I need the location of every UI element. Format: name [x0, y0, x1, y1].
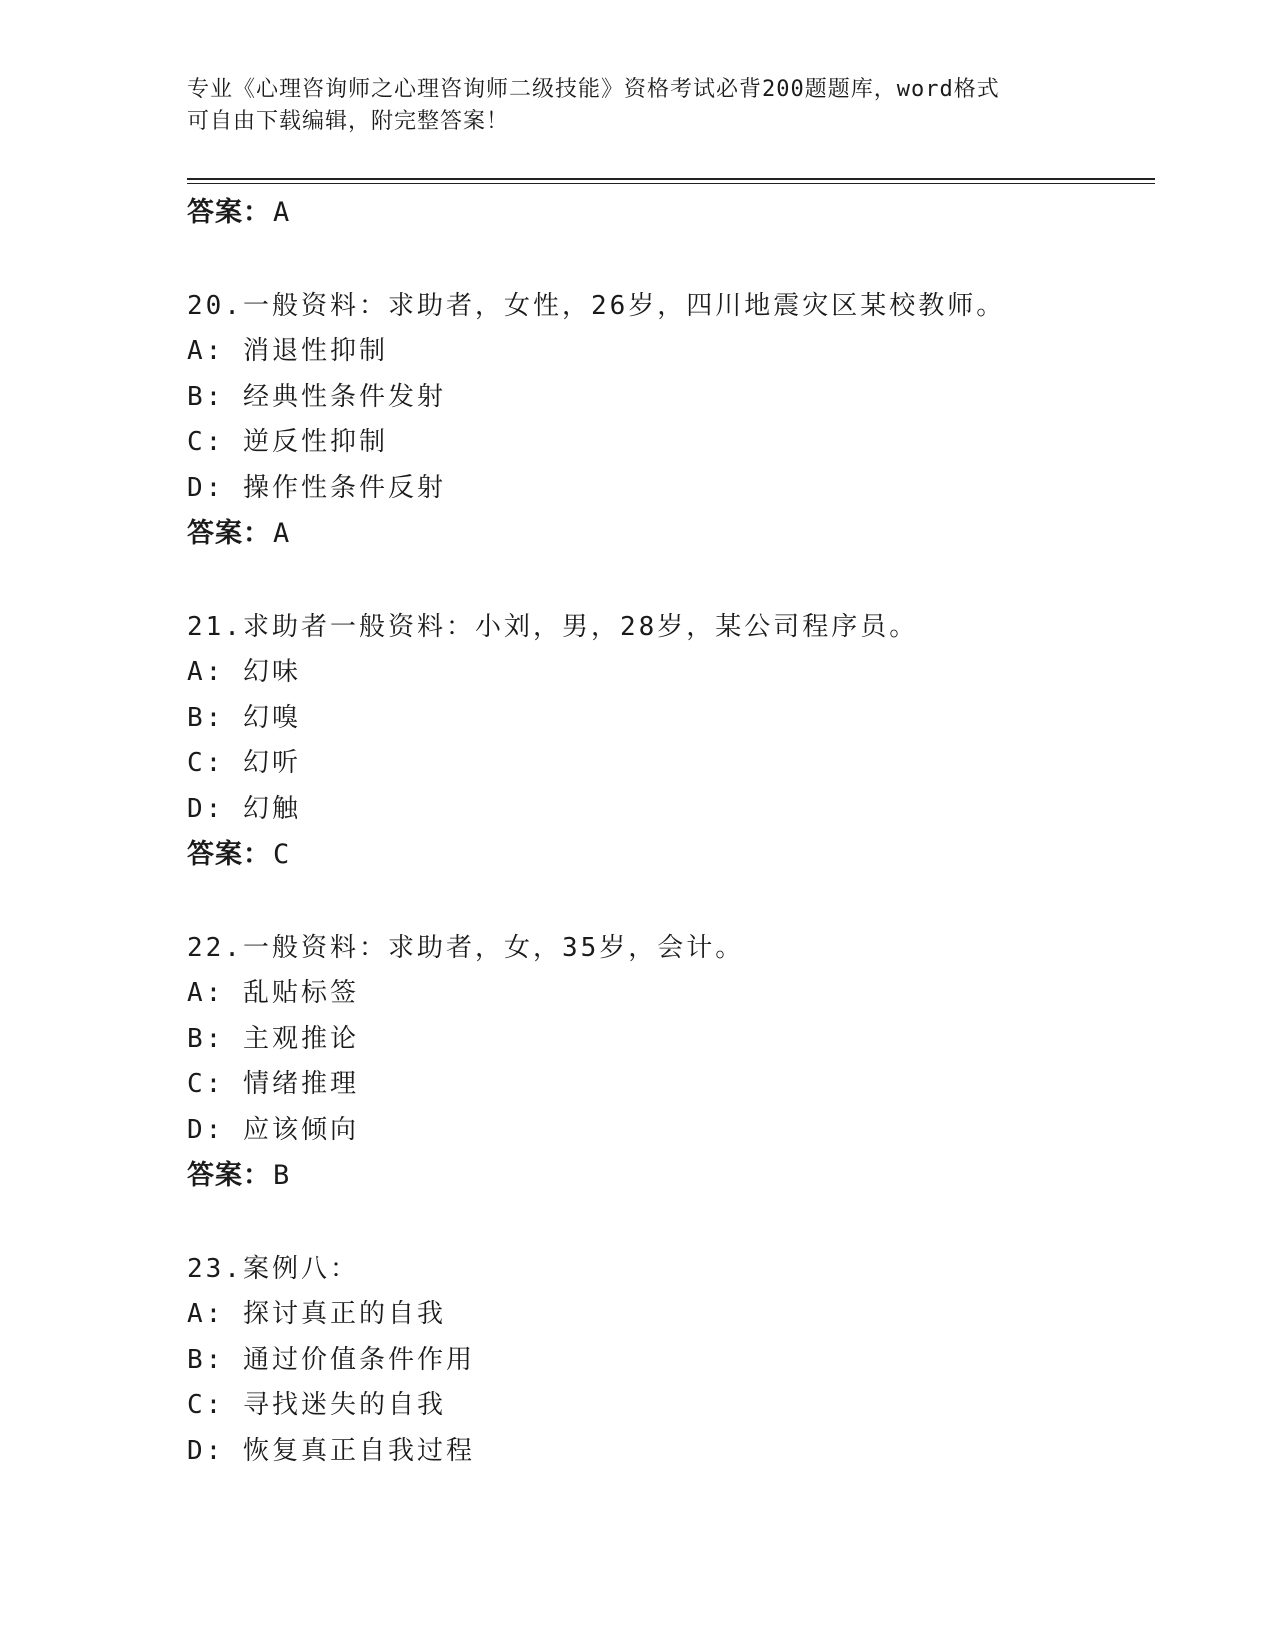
- answer-value: B: [273, 1160, 291, 1191]
- question-block: [187, 1247, 1155, 1475]
- question-stem: 23.案例八：: [187, 1253, 359, 1284]
- option-c: C: 情绪推理: [187, 1069, 359, 1099]
- answer-label: 答案：: [187, 1160, 271, 1191]
- spacer: [187, 878, 1155, 926]
- question-block: [187, 605, 1155, 878]
- question-stem: 21.求助者一般资料：小刘，男，28岁，某公司程序员。: [187, 611, 919, 642]
- answer-line: [187, 190, 1155, 236]
- option-c: C: 寻找迷失的自我: [187, 1390, 446, 1420]
- answer-line: [187, 1153, 1155, 1199]
- option-d: D: 应该倾向: [187, 1114, 359, 1145]
- question-list: [187, 190, 1155, 1474]
- option-c: C: 逆反性抑制: [187, 427, 388, 457]
- answer-label: 答案：: [187, 839, 271, 870]
- question-stem: 20.一般资料：求助者，女性，26岁，四川地震灾区某校教师。: [187, 290, 1006, 321]
- answer-value: A: [273, 197, 291, 228]
- question-block: [187, 926, 1155, 1199]
- option-d: D: 操作性条件反射: [187, 472, 446, 503]
- answer-value: C: [273, 839, 291, 870]
- option-b: B: 主观推论: [187, 1023, 359, 1054]
- answer-label: 答案：: [187, 197, 271, 228]
- header-line-1: 专业《心理咨询师之心理咨询师二级技能》资格考试必背200题题库，word格式: [187, 77, 1000, 102]
- option-a: A: 探讨真正的自我: [187, 1299, 446, 1329]
- answer-line: [187, 511, 1155, 557]
- question-block: [187, 284, 1155, 557]
- spacer: [187, 557, 1155, 605]
- option-d: D: 幻触: [187, 793, 301, 824]
- answer-line: [187, 832, 1155, 878]
- option-b: B: 幻嗅: [187, 702, 301, 733]
- option-a: A: 乱贴标签: [187, 978, 359, 1008]
- question-stem: 22.一般资料：求助者，女，35岁，会计。: [187, 932, 745, 963]
- spacer: [187, 1199, 1155, 1247]
- option-c: C: 幻听: [187, 748, 301, 778]
- header-divider-thick: [187, 178, 1155, 180]
- header-line-2: 可自由下载编辑，附完整答案！: [187, 109, 510, 134]
- answer-label: 答案：: [187, 518, 271, 549]
- option-a: A: 幻味: [187, 657, 301, 687]
- option-d: D: 恢复真正自我过程: [187, 1435, 475, 1466]
- option-a: A: 消退性抑制: [187, 336, 388, 366]
- answer-value: A: [273, 518, 291, 549]
- document-header: [187, 74, 1087, 138]
- header-divider-thin: [187, 183, 1155, 184]
- spacer: [187, 236, 1155, 284]
- option-b: B: 经典性条件发射: [187, 381, 446, 412]
- option-b: B: 通过价值条件作用: [187, 1344, 475, 1375]
